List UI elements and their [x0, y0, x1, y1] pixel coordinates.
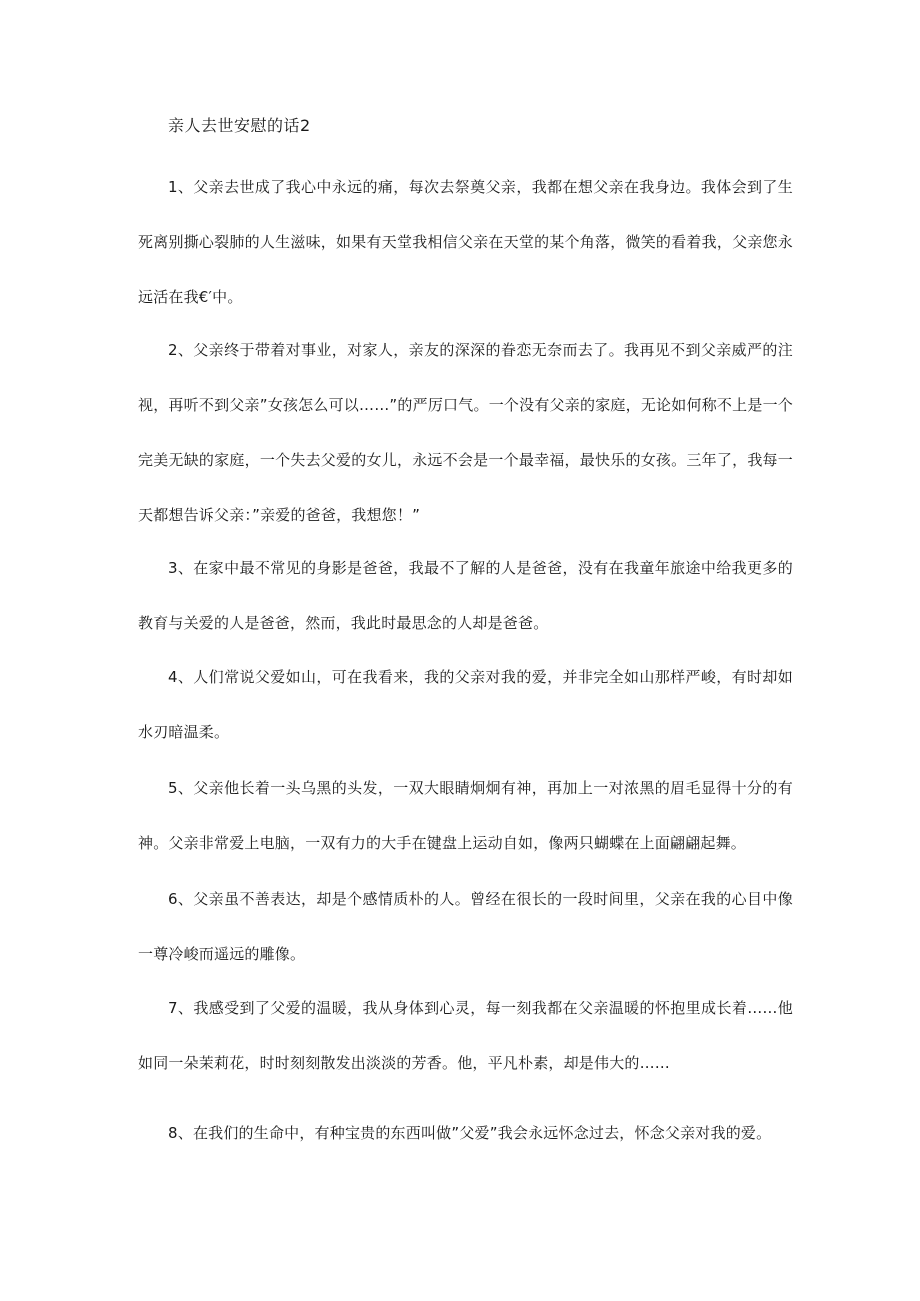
paragraph-7: 7、我感受到了父爱的温暖，我从身体到心灵，每一刻我都在父亲温暖的怀抱里成长着……他如同一朵茉莉花，时时刻刻散发出淡淡的芳香。他，平凡朴素，却是伟大的…… — [138, 999, 793, 1072]
document-title: 亲人去世安慰的话2 — [168, 116, 311, 135]
paragraph-4: 4、人们常说父爱如山，可在我看来，我的父亲对我的爱，并非完全如山那样严峻，有时却如水刃暗温柔。 — [138, 668, 793, 741]
paragraph-1: 1、父亲去世成了我心中永远的痛，每次去祭奠父亲，我都在想父亲在我身边。我体会到了生死离别撕心裂肺的人生滋味，如果有天堂我相信父亲在天堂的某个角落，微笑的看着我，父亲您永远活在我€′中。 — [138, 178, 793, 306]
paragraph-6: 6、父亲虽不善表达，却是个感情质朴的人。曾经在很长的一段时间里，父亲在我的心目中像一尊冷峻而遥远的雕像。 — [138, 890, 793, 963]
paragraph-8: 8、在我们的生命中，有种宝贵的东西叫做”父爱”我会永远怀念过去，怀念父亲对我的爱。 — [168, 1124, 772, 1142]
paragraph-5: 5、父亲他长着一头乌黑的头发，一双大眼睛炯炯有神，再加上一对浓黑的眉毛显得十分的有神。父亲非常爱上电脑，一双有力的大手在键盘上运动自如，像两只蝴蝶在上面翩翩起舞。 — [138, 779, 793, 852]
paragraph-2: 2、父亲终于带着对事业，对家人，亲友的深深的眷恋无奈而去了。我再见不到父亲威严的注视，再听不到父亲”女孩怎么可以……”的严厉口气。一个没有父亲的家庭，无论如何称不上是一个完美无缺的家庭，一个失去父爱的女儿，永远不会是一个最幸福，最快乐的女孩。三年了，我每一天都想告诉父亲：”亲爱的爸爸，我想您！” — [138, 341, 793, 524]
paragraph-3: 3、在家中最不常见的身影是爸爸，我最不了解的人是爸爸，没有在我童年旅途中给我更多的教育与关爱的人是爸爸，然而，我此时最思念的人却是爸爸。 — [138, 559, 793, 632]
